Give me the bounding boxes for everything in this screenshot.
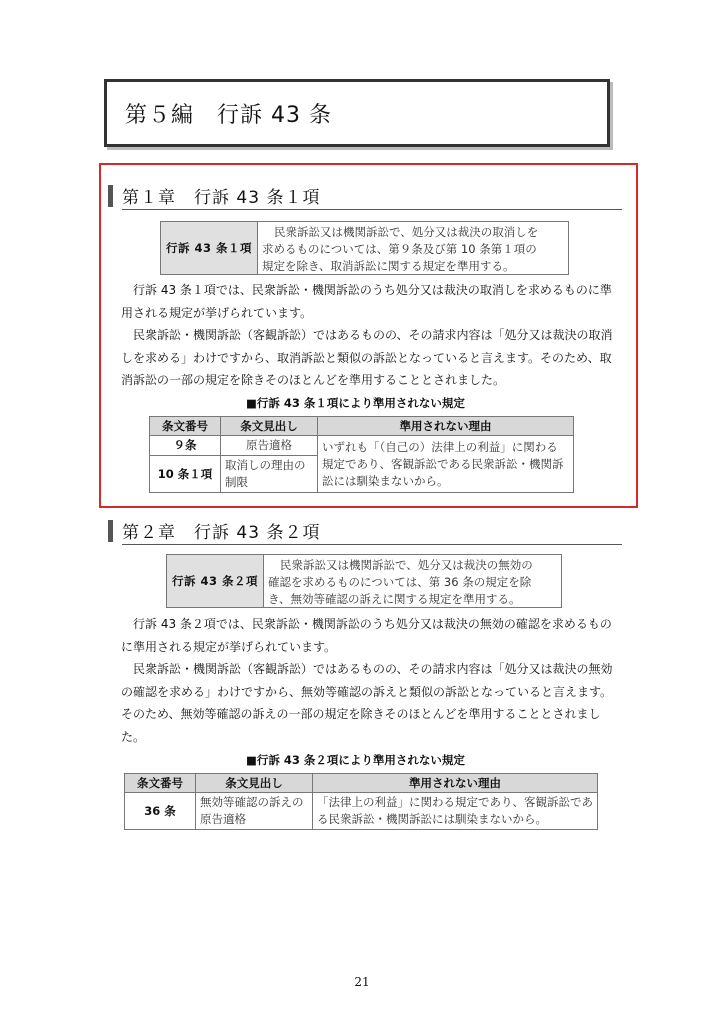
cell-reason: いずれも「（自己の）法律上の利益」に関わる規定であり、客観訴訟である民衆訴訟・機関訴訟には馴染まないから。 — [318, 436, 574, 493]
paragraph: 民衆訴訟・機関訴訟（客観訴訟）ではあるものの、その請求内容は「処分又は裁決の取消しを求める」わけですから、取消訴訟と類似の訴訟となっていると言えます。そのため、取消訴訟の一部の規定を除きそのほとんどを準用することとされました。 — [121, 328, 613, 387]
chapter-2-body — [121, 613, 617, 748]
part-title: 第５編 行訴 43 条 — [125, 103, 332, 128]
cell-num: ９条 — [150, 436, 221, 456]
chapter-bar-icon — [108, 185, 113, 207]
table-row — [125, 793, 598, 830]
paragraph: 行訴 43 条２項では、民衆訴訟・機関訴訟のうち処分又は裁決の無効の確認を求めるものに準用される規定が挙げられています。 — [121, 617, 612, 654]
cell-heading: 無効等確認の訴えの原告適格 — [196, 793, 313, 830]
part-title-box — [104, 79, 610, 147]
article-2-label: 行訴 43 条２項 — [167, 555, 264, 607]
table-header-row — [125, 774, 598, 793]
table-1-caption: ■行訴 43 条１項により準用されない規定 — [246, 396, 465, 410]
cell-num: 36 条 — [125, 793, 196, 830]
page-number: 21 — [354, 975, 370, 989]
article-1-box — [160, 221, 569, 275]
chapter-1-title: 第１章 行訴 43 条１項 — [122, 188, 321, 208]
chapter-underline — [122, 544, 622, 545]
chapter-2-heading — [108, 518, 628, 546]
article-2-text: 民衆訴訟又は機関訴訟で、処分又は裁決の無効の 確認を求めるものについては、第 36 条の規定を除 き、無効等確認の訴えに関する規定を準用する。 — [268, 558, 533, 606]
chapter-1-heading — [108, 183, 628, 211]
col-header: 準用されない理由 — [318, 417, 574, 436]
chapter-2-title: 第２章 行訴 43 条２項 — [122, 523, 321, 543]
col-header: 条文番号 — [150, 417, 221, 436]
col-header: 条文見出し — [196, 774, 313, 793]
paragraph: 民衆訴訟・機関訴訟（客観訴訟）ではあるものの、その請求内容は「処分又は裁決の無効の確認を求める」わけですから、無効等確認の訴えと類似の訴訟となっていると言えます。そのため、無効等確認の訴えの一部の規定を除きそのほとんどを準用することとされました。 — [121, 662, 613, 744]
article-2-box — [166, 554, 562, 608]
table-1 — [149, 416, 574, 493]
cell-reason: 「法律上の利益」に関わる規定であり、客観訴訟である民衆訴訟・機関訴訟には馴染まないから。 — [313, 793, 598, 830]
paragraph: 行訴 43 条１項では、民衆訴訟・機関訴訟のうち処分又は裁決の取消しを求めるものに準用される規定が挙げられています。 — [121, 283, 612, 320]
article-1-label: 行訴 43 条１項 — [161, 222, 258, 274]
cell-heading: 取消しの理由の制限 — [221, 456, 318, 493]
chapter-underline — [122, 209, 622, 210]
table-row — [150, 436, 574, 456]
chapter-bar-icon — [108, 520, 113, 542]
col-header: 条文番号 — [125, 774, 196, 793]
col-header: 準用されない理由 — [313, 774, 598, 793]
article-1-text: 民衆訴訟又は機関訴訟で、処分又は裁決の取消しを 求めるものについては、第９条及び第 10 条第１項の 規定を除き、取消訴訟に関する規定を準用する。 — [262, 225, 539, 273]
cell-heading: 原告適格 — [221, 436, 318, 456]
table-header-row — [150, 417, 574, 436]
col-header: 条文見出し — [221, 417, 318, 436]
chapter-1-body — [121, 279, 617, 392]
cell-num: 10 条１項 — [150, 456, 221, 493]
table-2-caption: ■行訴 43 条２項により準用されない規定 — [246, 753, 465, 767]
table-2 — [124, 773, 598, 830]
